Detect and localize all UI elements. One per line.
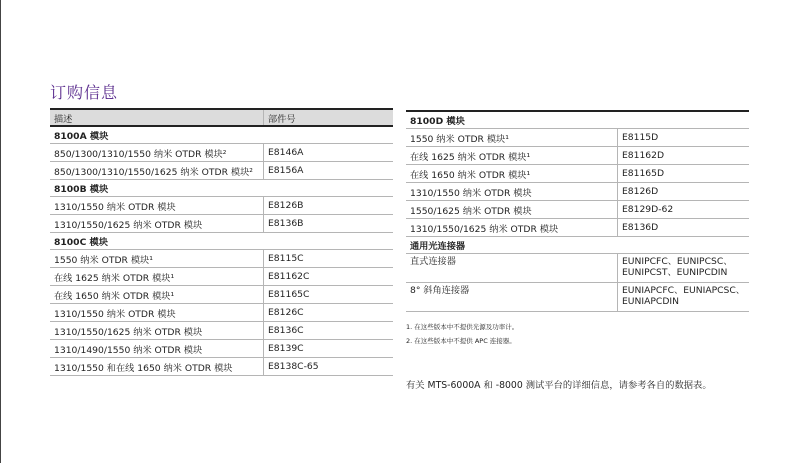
row-description: 在线 1625 纳米 OTDR 模块¹ xyxy=(406,147,617,165)
row-description: 850/1300/1310/1550 纳米 OTDR 模块² xyxy=(50,144,264,162)
table-row xyxy=(50,215,393,233)
ordering-table-right xyxy=(406,110,749,312)
row-part-number: E81162D xyxy=(617,147,749,165)
row-description: 1550 纳米 OTDR 模块¹ xyxy=(50,250,264,268)
table-row xyxy=(50,197,393,215)
section-row xyxy=(406,237,749,254)
section-row xyxy=(50,180,393,197)
section-title: 8100C 模块 xyxy=(50,233,393,250)
row-description: 8° 斜角连接器 xyxy=(406,283,617,312)
row-description: 1310/1550 纳米 OTDR 模块 xyxy=(406,183,617,201)
row-part-number: E8126D xyxy=(617,183,749,201)
row-description: 在线 1650 纳米 OTDR 模块¹ xyxy=(406,165,617,183)
table-row xyxy=(50,250,393,268)
section-title: 8100A 模块 xyxy=(50,126,393,144)
row-part-number xyxy=(617,254,749,283)
row-part-number: E8126C xyxy=(264,304,394,322)
table-row xyxy=(50,304,393,322)
row-description: 1310/1550/1625 纳米 OTDR 模块 xyxy=(50,215,264,233)
row-part-number: E8126B xyxy=(264,197,394,215)
part-number-line: EUNIAPCDIN xyxy=(621,296,679,307)
part-number-line: EUNIPCFC、EUNIPCSC、 xyxy=(621,256,733,267)
row-part-number: E81162C xyxy=(264,268,394,286)
row-description: 1310/1490/1550 纳米 OTDR 模块 xyxy=(50,340,264,358)
table-row xyxy=(406,165,749,183)
table-row xyxy=(50,322,393,340)
header-description: 描述 xyxy=(50,109,264,126)
row-description: 1310/1550 和在线 1650 纳米 OTDR 模块 xyxy=(50,358,264,376)
row-part-number xyxy=(617,283,749,312)
section-title: 通用光连接器 xyxy=(406,237,749,254)
table-row xyxy=(50,162,393,180)
table-row xyxy=(50,340,393,358)
table-row xyxy=(406,219,749,237)
row-part-number: E8139C xyxy=(264,340,394,358)
row-description: 1310/1550/1625 纳米 OTDR 模块 xyxy=(50,322,264,340)
row-description: 1310/1550/1625 纳米 OTDR 模块 xyxy=(406,219,617,237)
row-part-number: E8129D-62 xyxy=(617,201,749,219)
row-description: 在线 1625 纳米 OTDR 模块¹ xyxy=(50,268,264,286)
row-part-number: E8136D xyxy=(617,219,749,237)
row-description: 1310/1550 纳米 OTDR 模块 xyxy=(50,197,264,215)
section-row xyxy=(50,233,393,250)
section-title: 8100B 模块 xyxy=(50,180,393,197)
row-part-number: E8115D xyxy=(617,129,749,147)
row-part-number: E8115C xyxy=(264,250,394,268)
header-part-number: 部件号 xyxy=(264,109,394,126)
row-part-number: E81165C xyxy=(264,286,394,304)
table-row xyxy=(50,144,393,162)
page-left-border xyxy=(0,0,1,463)
table-row xyxy=(406,183,749,201)
row-description: 1310/1550 纳米 OTDR 模块 xyxy=(50,304,264,322)
footnote-2: 2. 在这些版本中不提供 APC 连接器。 xyxy=(406,337,516,345)
row-description: 在线 1650 纳米 OTDR 模块¹ xyxy=(50,286,264,304)
part-number-line: EUNIPCST、EUNIPCDIN xyxy=(621,267,728,278)
ordering-table-left xyxy=(50,108,393,376)
page-title: 订购信息 xyxy=(50,83,119,102)
row-part-number: E8146A xyxy=(264,144,394,162)
row-description: 1550/1625 纳米 OTDR 模块 xyxy=(406,201,617,219)
row-part-number: E8136B xyxy=(264,215,394,233)
table-row xyxy=(406,147,749,165)
row-description: 直式连接器 xyxy=(406,254,617,283)
table-row xyxy=(406,201,749,219)
row-description: 850/1300/1310/1550/1625 纳米 OTDR 模块² xyxy=(50,162,264,180)
row-description: 1550 纳米 OTDR 模块¹ xyxy=(406,129,617,147)
table-row xyxy=(50,268,393,286)
table-row xyxy=(50,358,393,376)
row-part-number: E8156A xyxy=(264,162,394,180)
table-header-row xyxy=(50,109,393,126)
row-part-number: E8136C xyxy=(264,322,394,340)
part-number-line: EUNIAPCFC、EUNIAPCSC、 xyxy=(621,285,745,296)
footnotes xyxy=(406,320,518,348)
table-row xyxy=(406,129,749,147)
table-row xyxy=(50,286,393,304)
section-row xyxy=(50,126,393,144)
table-row xyxy=(406,254,749,283)
row-part-number: E81165D xyxy=(617,165,749,183)
section-row xyxy=(406,111,749,129)
row-part-number: E8138C-65 xyxy=(264,358,394,376)
section-title: 8100D 模块 xyxy=(406,111,749,129)
footnote-1: 1. 在这些版本中不提供光源及功率计。 xyxy=(406,323,519,331)
table-row xyxy=(406,283,749,312)
datasheet-reference-note: 有关 MTS-6000A 和 -8000 测试平台的详细信息，请参考各自的数据表。 xyxy=(406,380,712,391)
